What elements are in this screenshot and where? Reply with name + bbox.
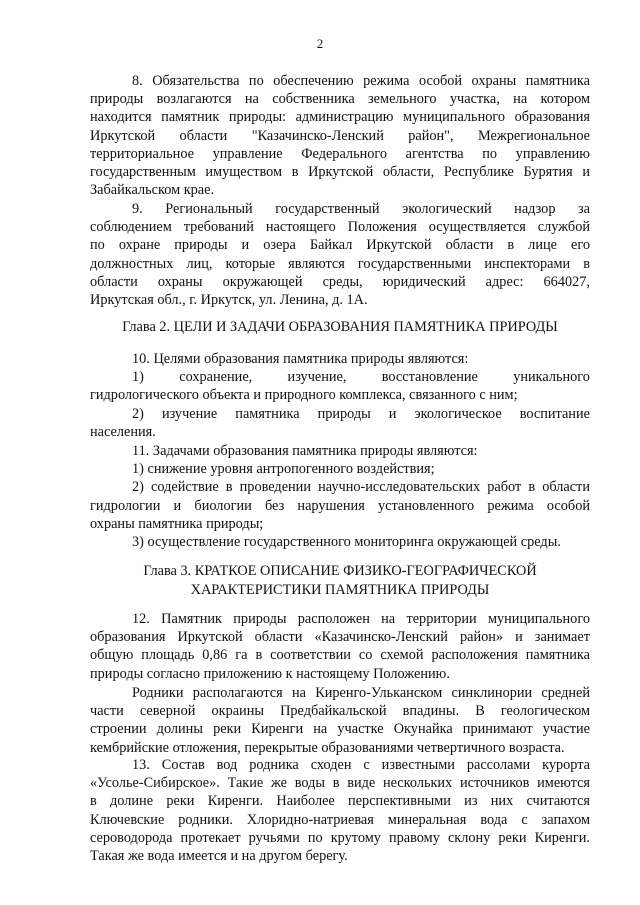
text-line: части северной окраины Предбайкальской впадины. В геологическом <box>90 703 590 720</box>
word: изучение <box>161 405 218 422</box>
text-line: 3) осуществление государственного мониторинга окружающей среды. <box>132 534 561 551</box>
chapter-3-heading-line2: ХАРАКТЕРИСТИКИ ПАМЯТНИКА ПРИРОДЫ <box>190 582 490 598</box>
text-line: находится памятник природы: администрацию муниципального образования <box>90 109 590 126</box>
text-line: Ключевские родники. Хлоридно-натриевая минеральная вода с запахом <box>90 811 590 828</box>
paragraph-12b <box>90 684 590 757</box>
text-line: 13. Состав вод родника сходен с известными рассолами курорта <box>132 757 590 773</box>
chapter-2-heading: Глава 2. ЦЕЛИ И ЗАДАЧИ ОБРАЗОВАНИЯ ПАМЯТНИКА ПРИРОДЫ <box>122 319 558 335</box>
chapter-3-heading <box>60 562 620 600</box>
text-line: по охране природы и озера Байкал Иркутской области в лице его <box>90 237 590 254</box>
text-line: «Усолье-Сибирское». Такие же воды в виде нескольких источников имеются <box>90 775 590 792</box>
goal-item-1-line1 <box>90 368 590 386</box>
word: экологическое <box>414 405 502 422</box>
text-line: природы возлагаются на собственника земельного участка, на котором <box>90 91 590 108</box>
text-line: государственным имуществом в Иркутской области, Республике Бурятия и <box>90 164 590 181</box>
text-line: сероводорода протекает ручьями по крутому правому склону реки Киренги. <box>90 829 590 846</box>
word: воспитание <box>519 405 590 422</box>
word: 1) <box>132 369 144 386</box>
paragraph-9 <box>90 200 590 309</box>
text-line: 1) снижение уровня антропогенного воздействия; <box>132 461 435 478</box>
text-line: 8. Обязательства по обеспечению режима особой охраны памятника <box>132 73 590 89</box>
text-line: природы согласно приложению к настоящему Положению. <box>90 665 450 682</box>
text-line: гидрологии и биологии без нарушения установленного режима особой <box>90 497 590 514</box>
paragraph-11 <box>90 442 590 551</box>
text-line: Такая же вода имеется и на другом берегу. <box>90 848 348 865</box>
chapter-3-heading-line1: Глава 3. КРАТКОЕ ОПИСАНИЕ ФИЗИКО-ГЕОГРАФИЧЕСКОЙ <box>143 563 537 579</box>
text-line: 10. Целями образования памятника природы являются: <box>132 351 469 367</box>
text-line: области охраны окружающей среды, юридический адрес: 664027, <box>90 273 590 290</box>
text-line: охраны памятника природы; <box>90 515 264 532</box>
text-line: должностных лиц, которые являются государственными инспекторами в <box>90 255 590 272</box>
text-line: 12. Памятник природы расположен на территории муниципального <box>132 611 590 627</box>
paragraph-8 <box>90 72 590 199</box>
text-line: Иркутская обл., г. Иркутск, ул. Ленина, д. 1А. <box>90 292 368 309</box>
page-number: 2 <box>316 36 324 51</box>
word: восстановление <box>381 369 478 386</box>
text-line: гидрологического объекта и природного комплекса, связанного с ним; <box>90 387 518 404</box>
word: сохранение, <box>179 369 253 386</box>
paragraph-13 <box>90 756 590 865</box>
text-line: Иркутской области "Казачинско-Ленский район", Межрегиональное <box>90 127 590 144</box>
text-line: строении долины реки Киренги на участке Окунайка принимают участие <box>90 721 590 738</box>
text-line: Забайкальском крае. <box>90 182 215 199</box>
word: памятника <box>235 405 300 422</box>
text-line: населения. <box>90 423 156 440</box>
word: и <box>388 405 397 422</box>
text-line: общую площадь 0,86 га в соответствии со схемой расположения памятника <box>90 647 590 664</box>
word: изучение, <box>287 369 347 386</box>
text-line: территориальное управление Федерального агентства по управлению <box>90 145 590 162</box>
text-line: образования Иркутской области «Казачинско-Ленский район» и занимает <box>90 629 590 646</box>
text-line: кембрийские отложения, перекрытые образованиями четвертичного возраста. <box>90 739 565 756</box>
paragraph-10 <box>90 350 590 441</box>
text-line: в долине реки Киренги. Наиболее перспективными из них считаются <box>90 793 590 810</box>
text-line: 11. Задачами образования памятника природы являются: <box>132 443 478 459</box>
text-line: 9. Региональный государственный экологический надзор за <box>132 201 590 217</box>
goal-item-2-line1 <box>90 405 590 423</box>
text-line: соблюдением требований настоящего Положения осуществляется службой <box>90 219 590 236</box>
word: природы <box>317 405 371 422</box>
text-line: Родники располагаются на Киренго-Ульканском синклинории средней <box>132 685 590 701</box>
word: уникального <box>513 369 590 386</box>
word: 2) <box>132 405 144 422</box>
text-line: 2) содействие в проведении научно-исследовательских работ в области <box>132 479 590 496</box>
paragraph-12 <box>90 610 590 683</box>
